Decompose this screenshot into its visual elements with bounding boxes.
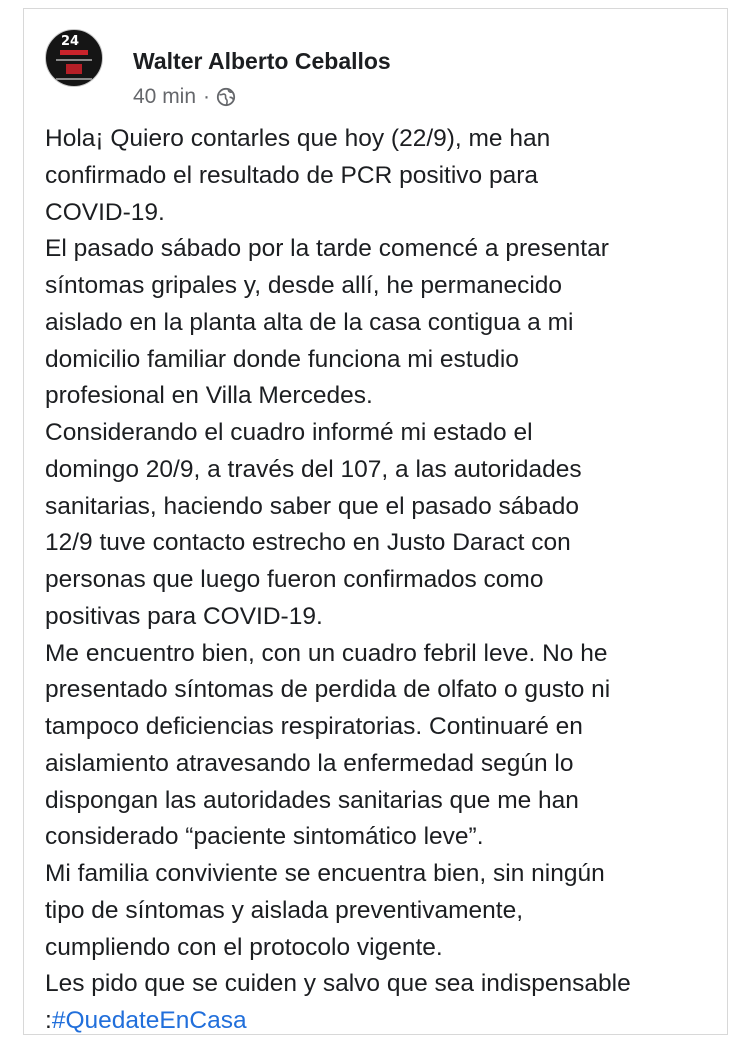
post-card — [23, 8, 728, 1035]
avatar-graphic — [66, 64, 82, 74]
post-paragraph: El pasado sábado por la tarde comencé a presentar síntomas gripales y, desde allí, he permanecido aislado en la planta alta de la casa contigua a mi domicilio familiar donde funciona mi estudio profesional en Villa Mercedes. — [45, 235, 609, 410]
post-closing-line — [45, 1003, 717, 1040]
avatar[interactable] — [45, 29, 103, 87]
hashtag-link[interactable]: #QuedateEnCasa — [51, 1007, 247, 1034]
post-meta — [133, 85, 236, 109]
meta-separator: · — [203, 85, 211, 108]
post-paragraph: Les pido que se cuiden y salvo que sea indispensable — [45, 970, 631, 998]
closing-prefix: : — [45, 1007, 52, 1034]
author-name[interactable]: Walter Alberto Ceballos — [133, 48, 391, 74]
globe-icon[interactable] — [216, 87, 236, 107]
post-timestamp[interactable]: 40 min — [133, 85, 197, 108]
avatar-graphic — [56, 59, 92, 61]
post-paragraph: Mi familia conviviente se encuentra bien, sin ningún tipo de síntomas y aislada preventivamente, cumpliendo con el protocolo vigente. — [45, 860, 605, 961]
post-paragraph: Considerando el cuadro informé mi estado el domingo 20/9, a través del 107, a las autoridades sanitarias, haciendo saber que el pasado sábado 12/9 tuve contacto estrecho en Justo Daract con personas que luego fueron confirmados como positivas para COVID-19. — [45, 419, 582, 630]
post-paragraph: Me encuentro bien, con un cuadro febril leve. No he presentado síntomas de perdida de olfato o gusto ni tampoco deficiencias respiratorias. Continuaré en aislamiento atravesando la enfermedad según lo dispongan las autoridades sanitarias que me han considerado “paciente sintomático leve”. — [45, 639, 611, 851]
post-header — [45, 29, 705, 109]
post-body — [45, 121, 717, 1040]
avatar-graphic — [60, 50, 88, 55]
post-paragraph: Hola¡ Quiero contarles que hoy (22/9), me han confirmado el resultado de PCR positivo para COVID-19. — [45, 125, 551, 226]
avatar-graphic — [56, 78, 92, 80]
avatar-badge-text: 24 — [61, 34, 80, 49]
